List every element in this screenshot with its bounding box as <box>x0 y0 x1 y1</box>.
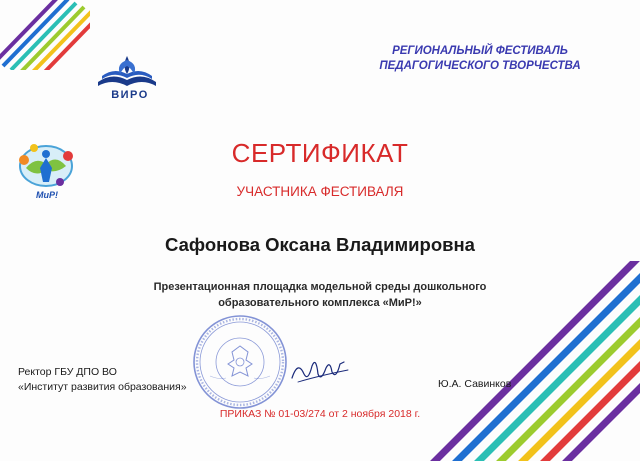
description-line2: образовательного комплекса «МиР!» <box>218 297 422 309</box>
rector-institution: «Институт развития образования» <box>18 381 187 393</box>
recipient-name: Сафонова Оксана Владимировна <box>165 234 475 255</box>
festival-title-line2: ПЕДАГОГИЧЕСКОГО ТВОРЧЕСТВА <box>379 60 581 72</box>
viro-logo-label: ВИРО <box>111 89 149 101</box>
certificate-title: СЕРТИФИКАТ <box>231 138 409 168</box>
rector-title: Ректор ГБУ ДПО ВО <box>18 366 117 378</box>
signer-name: Ю.А. Савинков <box>438 378 512 390</box>
decorative-stripes-top-left <box>0 0 90 70</box>
mir-logo-label: МиР! <box>36 190 58 200</box>
festival-title-line1: РЕГИОНАЛЬНЫЙ ФЕСТИВАЛЬ <box>392 45 568 57</box>
certificate-description <box>140 279 500 311</box>
official-seal-icon <box>190 312 290 412</box>
order-reference: ПРИКАЗ № 01-03/274 от 2 ноября 2018 г. <box>219 408 421 420</box>
festival-title <box>360 44 600 74</box>
handwritten-signature-icon <box>288 352 358 388</box>
description-line1: Презентационная площадка модельной среды дошкольного <box>153 281 487 293</box>
certificate-subtitle: УЧАСТНИКА ФЕСТИВАЛЯ <box>236 184 404 199</box>
